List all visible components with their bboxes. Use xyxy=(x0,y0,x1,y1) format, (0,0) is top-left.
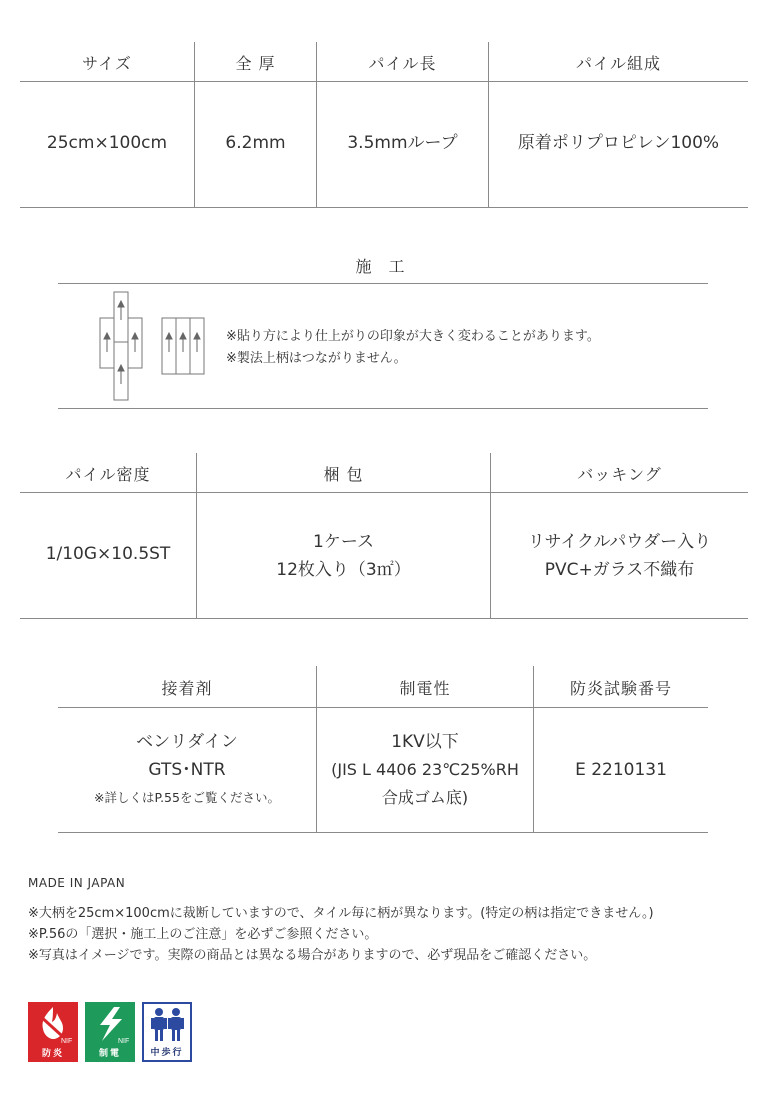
footer-note: ※P.56の「選択・施工上のご注意」を必ずご参照ください。 xyxy=(28,927,378,942)
medium-traffic-badge xyxy=(142,1002,192,1062)
antistatic-icon xyxy=(88,1005,132,1045)
packing-line: 1ケース xyxy=(313,532,374,552)
header-antistatic: 制電性 xyxy=(399,678,451,698)
svg-text:NIF: NIF xyxy=(118,1038,130,1045)
value-fire-test-number: E 2210131 xyxy=(575,760,667,780)
fire-retardant-badge xyxy=(28,1002,78,1062)
header-size: サイズ xyxy=(82,53,132,73)
header-pile-length: パイル長 xyxy=(368,53,437,73)
badge-label: 防炎 xyxy=(41,1049,64,1059)
medium-traffic-icon xyxy=(146,1006,188,1044)
header-adhesive: 接着剤 xyxy=(161,678,213,698)
installation-note: ※製法上柄はつながりません。 xyxy=(226,351,407,366)
value-backing xyxy=(491,528,748,584)
header-pile-composition: パイル組成 xyxy=(575,53,661,73)
backing-line: PVC+ガラス不織布 xyxy=(544,560,695,580)
value-antistatic xyxy=(317,728,533,812)
adhesive-line: GTS･NTR xyxy=(148,760,226,780)
value-pile-length: 3.5mmループ xyxy=(347,133,458,153)
badge-label: 中歩行 xyxy=(150,1048,184,1058)
footer-note: ※大柄を25cm×100cmに裁断していますので、タイル毎に柄が異なります。(特定の柄は指定できません。) xyxy=(28,906,654,921)
antistatic-line: 合成ゴム底) xyxy=(381,788,469,807)
header-thickness: 全 厚 xyxy=(235,53,276,73)
antistatic-line: (JIS L 4406 23℃25%RH xyxy=(331,760,519,779)
value-pile-density: 1/10G×10.5ST xyxy=(45,544,171,564)
header-backing: バッキング xyxy=(577,464,662,484)
adhesive-note: ※詳しくはP.55をご覧ください。 xyxy=(94,790,280,805)
badge-label: 制電 xyxy=(98,1049,121,1059)
adhesive-line: ベンリダイン xyxy=(136,732,238,752)
value-pile-composition: 原着ポリプロピレン100% xyxy=(517,133,720,153)
made-in-label: MADE IN JAPAN xyxy=(28,876,126,890)
backing-line: リサイクルパウダー入り xyxy=(527,532,712,552)
header-packing: 梱 包 xyxy=(323,464,364,484)
installation-diagram-icon xyxy=(96,290,212,406)
svg-text:NIF: NIF xyxy=(61,1038,73,1045)
installation-title: 施 工 xyxy=(355,256,411,276)
fire-retardant-icon xyxy=(31,1005,75,1045)
value-thickness: 6.2mm xyxy=(225,133,286,153)
antistatic-line: 1KV以下 xyxy=(391,732,459,752)
header-fire-test-number: 防炎試験番号 xyxy=(569,678,672,698)
value-adhesive xyxy=(58,728,316,812)
header-pile-density: パイル密度 xyxy=(65,464,151,484)
value-packing xyxy=(197,528,490,584)
installation-note: ※貼り方により仕上がりの印象が大きく変わることがあります。 xyxy=(226,329,600,344)
footer-note: ※写真はイメージです。実際の商品とは異なる場合がありますので、必ず現品をご確認ください。 xyxy=(28,948,597,963)
value-size: 25cm×100cm xyxy=(46,133,168,153)
antistatic-badge xyxy=(85,1002,135,1062)
packing-line: 12枚入り（3㎡） xyxy=(276,560,411,580)
